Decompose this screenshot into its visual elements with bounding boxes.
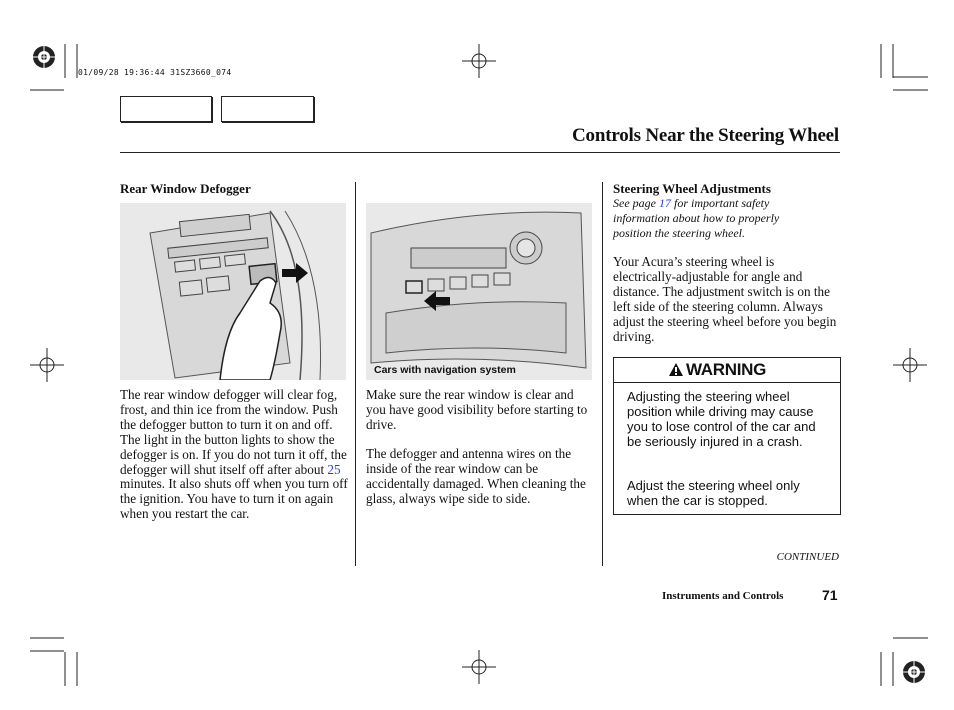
defogger-illustration <box>120 203 346 380</box>
section-heading: Steering Wheel Adjustments <box>613 181 771 196</box>
page-number: 71 <box>822 587 838 603</box>
navigation-defogger-illustration <box>366 203 592 380</box>
warning-triangle-icon <box>668 362 684 377</box>
crosshair-icon <box>462 650 496 684</box>
wires-paragraph: The defogger and antenna wires on the inside of the rear window can be accidentally damaged. When cleaning the glass, always wipe side to side. <box>366 446 586 506</box>
footer-section: Instruments and Controls <box>662 590 784 602</box>
warning-box <box>613 357 841 515</box>
print-info: 01/09/28 19:36:44 31SZ3660_074 <box>78 68 232 77</box>
crosshair-icon <box>893 348 927 382</box>
continued-label: CONTINUED <box>776 551 839 563</box>
dashboard-hand-drawing <box>120 203 346 380</box>
page-title: Controls Near the Steering Wheel <box>572 125 839 146</box>
steering-paragraph: Your Acura’s steering wheel is electrically-adjustable for angle and distance. The adjustment switch is on the left side of the steering column. Always adjust the steering wheel before you begin driving. <box>613 254 837 344</box>
defogger-paragraph: The rear window defogger will clear fog, frost, and thin ice from the window. Push the defogger button to turn it on and off. The light in the button lights to show the defogger is on. If you do not turn it off, the defogger will shut itself off after about 25 minutes. It also shuts off when you turn off the ignition. You have to turn it on again when you restart the car. <box>120 387 348 522</box>
column-divider <box>602 182 603 566</box>
figure-caption: Cars with navigation system <box>374 364 516 376</box>
crosshair-icon <box>30 348 64 382</box>
clear-window-paragraph: Make sure the rear window is clear and you have good visibility before starting to drive. <box>366 387 588 432</box>
column-divider <box>355 182 356 566</box>
crosshair-icon <box>462 44 496 78</box>
registration-target-icon <box>30 43 58 71</box>
page-link[interactable]: 25 <box>327 461 341 477</box>
registration-target-icon <box>900 658 928 686</box>
nav-tab-box <box>221 96 314 122</box>
nav-tab-box <box>120 96 212 122</box>
warning-text: Adjusting the steering wheel position while driving may cause you to lose control of the car and be seriously injured in a crash. <box>627 389 816 449</box>
title-rule <box>120 152 840 153</box>
section-heading: Rear Window Defogger <box>120 181 251 196</box>
warning-header <box>614 358 840 383</box>
safety-note: See page 17 for important safety information about how to properly position the steering wheel. <box>613 196 780 240</box>
warning-instruction: Adjust the steering wheel only when the car is stopped. <box>627 478 800 508</box>
page-link[interactable]: 17 <box>658 196 671 210</box>
warning-label: WARNING <box>686 360 767 379</box>
dashboard-drawing <box>366 203 592 380</box>
